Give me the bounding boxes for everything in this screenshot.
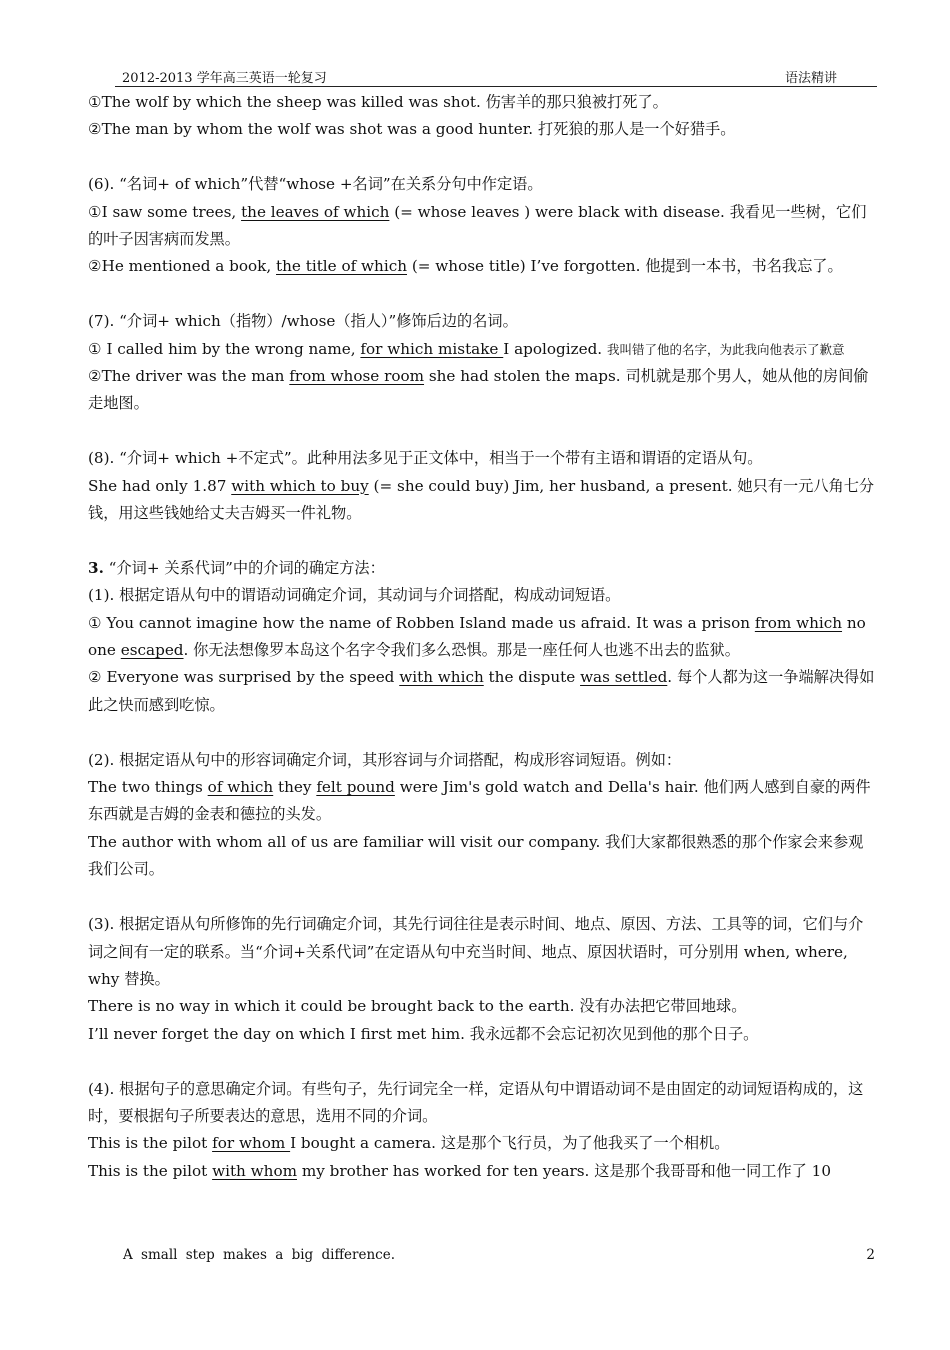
subsection-heading-1: (1). 根据定语从句中的谓语动词确定介词，其动词与介词搭配，构成动词短语。 bbox=[88, 586, 621, 605]
underlined-phrase: from whose room bbox=[289, 367, 425, 386]
example-line: This is the pilot with whom my brother has worked for ten years. 这是那个我哥哥和他一同工作了 10 bbox=[88, 1161, 831, 1180]
underlined-phrase: was settled bbox=[580, 668, 668, 687]
subsection-heading-4: (4). 根据句子的意思确定介词。有些句子，先行词完全一样，定语从句中谓语动词不是由固定的动词短语构成的，这时，要根据句子所要表达的意思，选用不同的介词。 bbox=[88, 1079, 864, 1125]
section-heading-3: 3. “介词+ 关系代词”中的介词的确定方法： bbox=[88, 558, 385, 577]
example-line: There is no way in which it could be brought back to the earth. 没有办法把它带回地球。 bbox=[88, 997, 747, 1016]
underlined-phrase: for whom bbox=[212, 1134, 291, 1153]
subsection-heading-3: (3). 根据定语从句所修饰的先行词确定介词，其先行词往往是表示时间、地点、原因、方法、工具等的词，它们与介词之间有一定的联系。当“介词+关系代词”在定语从句中充当时间、地点、原因状语时，可分别用 when, where, why 替换。 bbox=[88, 915, 864, 988]
example-line: ②The driver was the man from whose room she had stolen the maps. 司机就是那个男人，她从他的房间偷走地图。 bbox=[88, 367, 869, 413]
section-heading-7: (7). “介词+ which（指物）/whose（指人）”修饰后边的名词。 bbox=[88, 312, 518, 331]
example-line: The two things of which they felt pound were Jim's gold watch and Della's hair. 他们两人感到自豪的两件东西就是吉姆的金表和德拉的头发。 bbox=[88, 778, 871, 824]
underlined-phrase: felt pound bbox=[316, 778, 395, 797]
underlined-phrase: with which to buy bbox=[231, 476, 369, 495]
underlined-phrase: escaped bbox=[120, 641, 184, 660]
footer-motto: A small step makes a big difference. bbox=[123, 1247, 396, 1263]
example-line: This is the pilot for whom I bought a camera. 这是那个飞行员，为了他我买了一个相机。 bbox=[88, 1134, 730, 1153]
example-line: ②He mentioned a book, the title of which (= whose title) I’ve forgotten. 他提到一本书，书名我忘了。 bbox=[88, 257, 843, 276]
example-line: ① You cannot imagine how the name of Robben Island made us afraid. It was a prison from which no one escaped. 你无法想像罗本岛这个名字令我们多么恐惧。那是一座任何人也逃不出去的监狱。 bbox=[88, 613, 866, 660]
example-line: ②The man by whom the wolf was shot was a good hunter. 打死狼的那人是一个好猎手。 bbox=[88, 120, 736, 139]
example-line: ② Everyone was surprised by the speed with which the dispute was settled. 每个人都为这一争端解决得如此之快而感到吃惊。 bbox=[88, 668, 875, 714]
underlined-phrase: for which mistake bbox=[360, 339, 504, 358]
example-line: ① I called him by the wrong name, for which mistake I apologized. 我叫错了他的名字，为此我向他表示了歉意 bbox=[88, 339, 845, 358]
example-line: ①The wolf by which the sheep was killed was shot. 伤害羊的那只狼被打死了。 bbox=[88, 93, 668, 111]
example-line: I’ll never forget the day on which I first met him. 我永远都不会忘记初次见到他的那个日子。 bbox=[88, 1024, 759, 1043]
example-line: The author with whom all of us are familiar will visit our company. 我们大家都很熟悉的那个作家会来参观我们公司。 bbox=[88, 832, 864, 879]
underlined-phrase: the title of which bbox=[276, 257, 407, 276]
section-heading-6: (6). “名词+ of which”代替“whose +名词”在关系分句中作定语。 bbox=[88, 175, 543, 194]
example-line: She had only 1.87 with which to buy (= she could buy) Jim, her husband, a present. 她只有一元八角七分钱，用这些钱她给丈夫吉姆买一件礼物。 bbox=[88, 476, 875, 523]
header-section-title: 语法精讲 bbox=[784, 71, 837, 86]
example-line: ①I saw some trees, the leaves of which (= whose leaves ) were black with disease. 我看见一些树，它们的叶子因害病而发黑。 bbox=[88, 202, 867, 249]
underlined-phrase: with whom bbox=[212, 1161, 297, 1180]
underlined-phrase: of which bbox=[207, 778, 274, 797]
underlined-phrase: with which bbox=[399, 668, 484, 687]
page-header bbox=[115, 66, 877, 87]
section-heading-8: (8). “介词+ which +不定式”。此种用法多见于正文体中，相当于一个带有主语和谓语的定语从句。 bbox=[88, 449, 763, 468]
underlined-phrase: from which bbox=[754, 613, 843, 632]
page-body bbox=[88, 89, 878, 1185]
underlined-phrase: the leaves of which bbox=[241, 202, 390, 221]
subsection-heading-2: (2). 根据定语从句中的形容词确定介词，其形容词与介词搭配，构成形容词短语。例如： bbox=[88, 750, 682, 769]
page-number: 2 bbox=[866, 1247, 875, 1263]
header-course-title: 2012-2013 学年高三英语一轮复习 bbox=[122, 71, 327, 86]
